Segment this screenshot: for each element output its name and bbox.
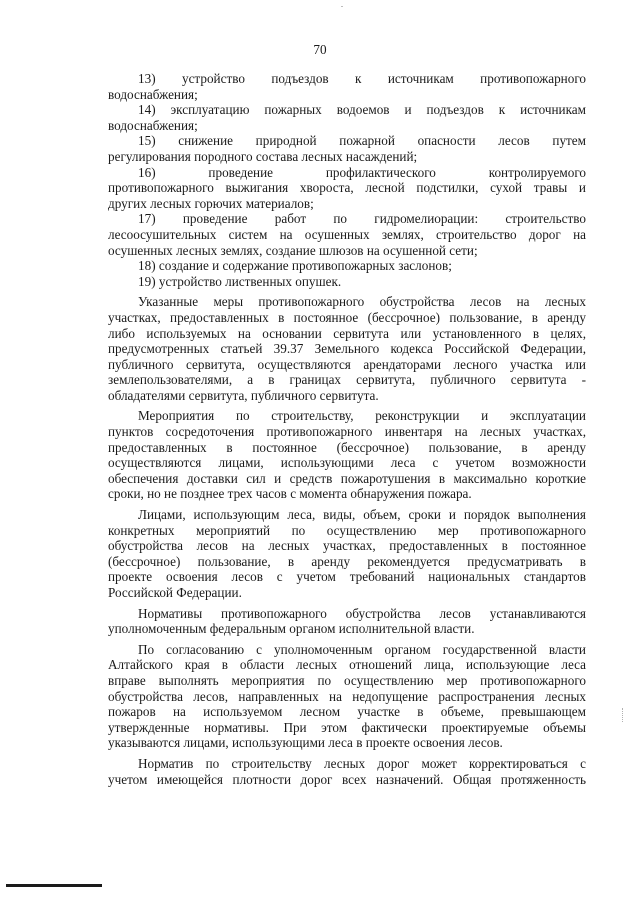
paragraph [108,294,586,403]
paragraph [108,642,586,751]
text-line: учетом имеющейся плотности дорог всех назначений. Общая протяженность [108,771,586,787]
paragraph [108,507,586,601]
text-line: предоставленных в постоянное (бессрочное) пользование, в аренду [108,439,586,455]
text-line: Российской Федерации. [108,585,242,600]
text-line: пожаров на используемом лесном участке в объеме, превышающем [108,704,586,720]
text-line: осуществляются лицами, использующими леса с учетом возможности [108,455,586,471]
text-line: 19) устройство лиственных опушек. [138,273,342,289]
text-line: Алтайского края в области лесных отношений лица, использующие леса [108,657,586,673]
text-line: сроки, но не позднее трех часов с момента обнаружения пожара. [108,486,472,502]
list-item [108,258,586,274]
text-line: вправе выполнять мероприятия по осуществлению мер противопожарного [108,672,586,688]
text-line: утвержденные нормативы. При этом фактически проектируемые объемы [108,719,586,735]
list-item [108,274,586,290]
text-line: либо используемых на основании сервитута или установленного в целях, [108,325,586,341]
text-line: лесоосушительных систем на осушенных землях, строительство дорог на [108,226,586,242]
text-line: 17) проведение работ по гидромелиорации: строительство [138,211,586,227]
text-line: проекте освоения лесов с учетом требований национальных стандартов [108,569,586,585]
text-line: публичного сервитута, осуществляются арендаторами лесного участка или [108,356,586,372]
list-item [108,211,586,258]
text-line: уполномоченным федеральным органом исполнительной власти. [108,621,475,637]
text-line: водоснабжения; [108,117,198,133]
text-line: указываются лицами, использующими леса в проекте освоения лесов. [108,735,503,751]
page-number: 70 [313,42,327,57]
text-line: 16) проведение профилактического контролируемого [138,164,586,180]
scan-artifact-right [622,708,624,722]
text-line: 18) создание и содержание противопожарных заслонов; [138,258,452,274]
text-line: противопожарного выжигания хвороста, лесной подстилки, сухой травы и [108,180,586,196]
text-line: 15) снижение природной пожарной опасности лесов путем [138,133,586,149]
text-line: Мероприятия по строительству, реконструкции и эксплуатации [138,408,586,424]
footer-rule [6,884,102,887]
text-line: водоснабжения; [108,86,198,102]
text-line: 14) эксплуатацию пожарных водоемов и подъездов к источникам [138,102,586,118]
text-line: обладателями сервитута, публичного сервитута. [108,387,379,403]
text-line: пунктов сосредоточения противопожарного инвентаря на лесных участках, [108,424,586,440]
text-line: регулирования породного состава лесных насаждений; [108,148,418,164]
text-line: землепользователями, а в границах сервитута, публичного сервитута - [108,372,586,388]
list-item [108,102,586,133]
text-line: осушенных лесных землях, создание шлюзов на осушенной сети; [108,242,478,258]
list-item [108,133,586,164]
list-item [108,165,586,212]
text-line: 13) устройство подъездов к источникам противопожарного [138,71,586,86]
text-line: Норматив по строительству лесных дорог может корректироваться с [138,755,586,771]
text-line: Нормативы противопожарного обустройства лесов устанавливаются [138,605,586,621]
list-item [108,71,586,102]
text-line: предусмотренных статьей 39.37 Земельного кодекса Российской Федерации, [108,341,586,357]
text-line: обустройства лесов, направленных на недопущение распространения лесных [108,688,586,704]
paragraph [108,756,586,787]
paragraph [108,408,586,502]
text-line: обеспечения доставки сил и средств пожаротушения в максимально короткие [108,470,586,486]
text-line: Указанные меры противопожарного обустройства лесов на лесных [138,294,586,310]
paragraph [108,606,586,637]
text-line: (бессрочное) пользование, в аренду рекомендуется предусматривать в [108,553,586,569]
text-line: обустройства лесов на лесных участках, предоставленных в постоянное [108,538,586,554]
text-line: По согласованию с уполномоченным органом государственной власти [138,641,586,657]
text-line: Лицами, использующим леса, виды, объем, сроки и порядок выполнения [138,507,586,523]
scan-artifact-top [341,6,343,7]
text-line: других лесных горючих материалов; [108,195,314,211]
document-body [108,71,586,787]
text-line: конкретных мероприятий по осуществлению мер противопожарного [108,522,586,538]
text-line: участках, предоставленных в постоянное (бессрочное) пользование, в аренду [108,309,586,325]
